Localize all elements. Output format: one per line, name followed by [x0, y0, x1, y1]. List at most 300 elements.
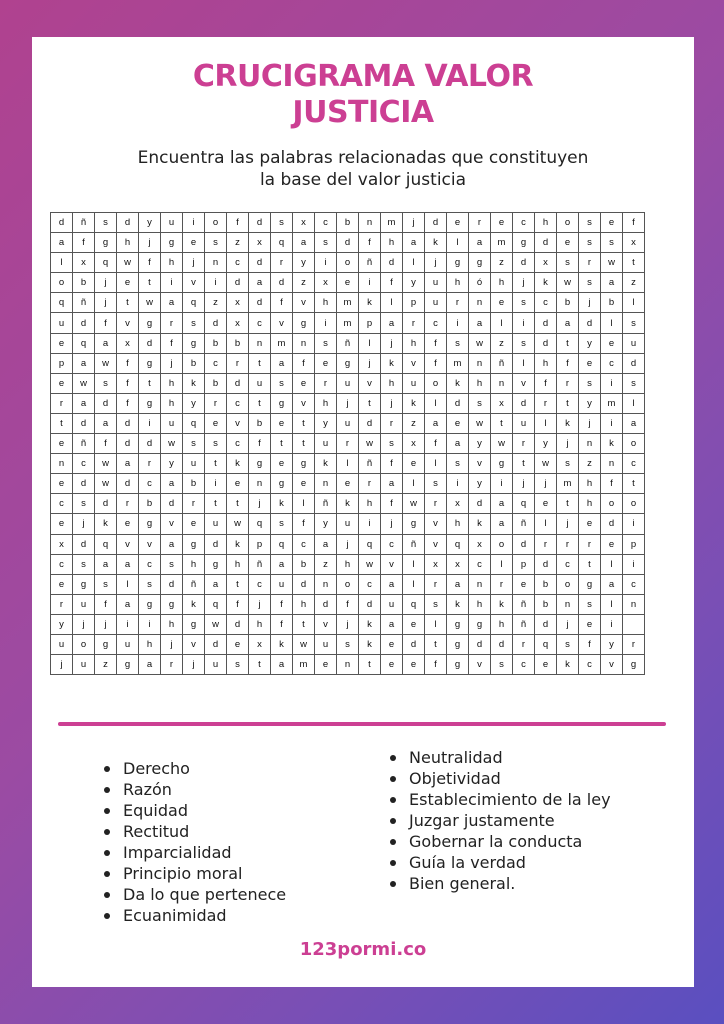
grid-cell: g — [249, 454, 271, 474]
grid-cell: f — [381, 454, 403, 474]
grid-cell: e — [315, 655, 337, 675]
grid-cell: h — [447, 514, 469, 534]
grid-cell: c — [249, 574, 271, 594]
grid-cell: h — [293, 594, 315, 614]
grid-cell: u — [51, 634, 73, 654]
grid-cell: j — [381, 514, 403, 534]
grid-cell: w — [469, 413, 491, 433]
grid-cell: f — [73, 233, 95, 253]
grid-cell: s — [557, 634, 579, 654]
word-search-grid — [50, 212, 645, 675]
grid-cell: d — [623, 353, 645, 373]
grid-cell: y — [139, 213, 161, 233]
grid-cell: h — [447, 273, 469, 293]
grid-row — [51, 273, 645, 293]
grid-cell: j — [579, 293, 601, 313]
grid-cell: q — [95, 534, 117, 554]
grid-cell: b — [293, 554, 315, 574]
grid-cell: e — [403, 655, 425, 675]
grid-cell: r — [227, 353, 249, 373]
grid-cell: ñ — [337, 333, 359, 353]
word-list-item: Imparcialidad — [104, 842, 286, 863]
grid-cell: b — [227, 333, 249, 353]
grid-cell: b — [73, 273, 95, 293]
grid-cell: v — [425, 514, 447, 534]
grid-cell: n — [249, 333, 271, 353]
grid-cell: ó — [469, 273, 491, 293]
grid-cell: q — [73, 333, 95, 353]
grid-cell: j — [381, 333, 403, 353]
grid-cell: v — [183, 634, 205, 654]
grid-cell: d — [249, 293, 271, 313]
grid-cell: q — [447, 534, 469, 554]
grid-cell: d — [425, 213, 447, 233]
grid-cell: g — [95, 233, 117, 253]
grid-cell: r — [579, 253, 601, 273]
grid-cell: n — [469, 353, 491, 373]
grid-row — [51, 253, 645, 273]
grid-cell: d — [139, 333, 161, 353]
grid-cell: p — [359, 313, 381, 333]
page-title — [32, 59, 694, 131]
grid-cell: w — [95, 474, 117, 494]
grid-cell: r — [513, 634, 535, 654]
grid-cell: ñ — [513, 614, 535, 634]
grid-cell: d — [271, 273, 293, 293]
grid-cell: x — [315, 273, 337, 293]
grid-cell: l — [359, 333, 381, 353]
grid-cell: o — [337, 253, 359, 273]
grid-cell: a — [51, 233, 73, 253]
grid-cell: g — [205, 554, 227, 574]
grid-cell: r — [315, 373, 337, 393]
grid-cell: q — [513, 494, 535, 514]
grid-cell: o — [623, 434, 645, 454]
grid-cell: y — [315, 413, 337, 433]
grid-cell: h — [139, 634, 161, 654]
grid-cell: g — [447, 634, 469, 654]
grid-cell: s — [183, 313, 205, 333]
grid-cell: d — [579, 313, 601, 333]
grid-cell: t — [271, 434, 293, 454]
grid-cell: w — [491, 434, 513, 454]
grid-cell: n — [557, 594, 579, 614]
grid-cell: e — [315, 353, 337, 373]
grid-cell: g — [183, 614, 205, 634]
grid-cell: e — [447, 413, 469, 433]
grid-cell: g — [139, 594, 161, 614]
grid-cell: l — [117, 574, 139, 594]
grid-cell: j — [161, 634, 183, 654]
grid-cell: t — [51, 413, 73, 433]
grid-cell: c — [469, 554, 491, 574]
grid-cell: c — [205, 353, 227, 373]
grid-cell: y — [469, 434, 491, 454]
grid-cell: m — [337, 313, 359, 333]
grid-cell: c — [139, 474, 161, 494]
grid-cell: o — [73, 634, 95, 654]
grid-cell: e — [183, 233, 205, 253]
grid-cell: h — [117, 233, 139, 253]
grid-cell: k — [381, 353, 403, 373]
grid-cell: w — [139, 293, 161, 313]
grid-cell: u — [249, 373, 271, 393]
grid-cell: d — [513, 393, 535, 413]
grid-row — [51, 474, 645, 494]
grid-cell: f — [425, 655, 447, 675]
grid-cell: ñ — [73, 213, 95, 233]
grid-cell: y — [161, 454, 183, 474]
instructions-line-2: la base del valor justicia — [259, 170, 467, 190]
grid-cell: l — [293, 494, 315, 514]
grid-row — [51, 313, 645, 333]
grid-cell: s — [271, 514, 293, 534]
grid-cell: l — [601, 554, 623, 574]
word-list-item: Ecuanimidad — [104, 905, 286, 926]
grid-cell: e — [491, 213, 513, 233]
grid-cell: n — [315, 474, 337, 494]
grid-cell: e — [337, 474, 359, 494]
grid-cell: i — [601, 413, 623, 433]
grid-cell: c — [513, 213, 535, 233]
grid-cell: x — [447, 554, 469, 574]
grid-cell: a — [447, 574, 469, 594]
word-list-item: Gobernar la conducta — [390, 831, 611, 852]
grid-cell: r — [403, 313, 425, 333]
grid-cell: w — [95, 353, 117, 373]
grid-cell: w — [359, 554, 381, 574]
grid-cell: r — [161, 655, 183, 675]
grid-cell: a — [469, 313, 491, 333]
grid-cell: r — [183, 494, 205, 514]
grid-cell: y — [579, 393, 601, 413]
grid-row — [51, 373, 645, 393]
grid-cell: s — [161, 554, 183, 574]
grid-cell: r — [579, 534, 601, 554]
grid-cell: a — [161, 534, 183, 554]
grid-cell: a — [139, 655, 161, 675]
grid-cell: e — [403, 614, 425, 634]
grid-cell: f — [271, 614, 293, 634]
grid-cell: z — [491, 253, 513, 273]
grid-cell: j — [73, 614, 95, 634]
grid-cell: b — [557, 293, 579, 313]
grid-cell: e — [535, 494, 557, 514]
grid-cell: l — [51, 253, 73, 273]
grid-cell: r — [491, 574, 513, 594]
grid-cell: s — [205, 434, 227, 454]
grid-cell: h — [161, 373, 183, 393]
grid-cell: x — [73, 253, 95, 273]
grid-cell: e — [117, 273, 139, 293]
grid-cell: a — [381, 474, 403, 494]
grid-cell: l — [447, 233, 469, 253]
grid-cell: i — [601, 373, 623, 393]
grid-cell: y — [469, 474, 491, 494]
grid-cell: b — [183, 353, 205, 373]
grid-cell: x — [535, 253, 557, 273]
grid-cell: k — [227, 454, 249, 474]
grid-cell: d — [535, 233, 557, 253]
grid-cell: ñ — [315, 494, 337, 514]
grid-row — [51, 614, 645, 634]
grid-cell: i — [447, 313, 469, 333]
grid-cell: u — [205, 514, 227, 534]
grid-row — [51, 554, 645, 574]
grid-cell: g — [623, 655, 645, 675]
grid-cell: n — [293, 333, 315, 353]
grid-cell: e — [601, 213, 623, 233]
grid-cell: d — [469, 634, 491, 654]
grid-cell: l — [601, 594, 623, 614]
grid-cell: h — [161, 393, 183, 413]
grid-cell: g — [513, 233, 535, 253]
grid-cell: r — [447, 293, 469, 313]
grid-cell: k — [337, 494, 359, 514]
grid-cell: u — [73, 594, 95, 614]
grid-cell: w — [601, 253, 623, 273]
grid-cell: s — [469, 393, 491, 413]
grid-cell: c — [293, 534, 315, 554]
grid-cell: s — [227, 655, 249, 675]
grid-cell: f — [557, 353, 579, 373]
grid-cell: d — [117, 213, 139, 233]
grid-cell: c — [623, 574, 645, 594]
grid-cell: a — [95, 554, 117, 574]
grid-cell: w — [161, 434, 183, 454]
grid-cell: z — [491, 333, 513, 353]
grid-cell: g — [161, 594, 183, 614]
grid-cell: d — [227, 614, 249, 634]
grid-cell: l — [381, 293, 403, 313]
grid-cell: i — [359, 514, 381, 534]
grid-cell: x — [249, 233, 271, 253]
grid-cell: b — [601, 293, 623, 313]
grid-cell: u — [425, 273, 447, 293]
grid-cell: d — [359, 594, 381, 614]
grid-cell: a — [557, 313, 579, 333]
grid-cell: d — [601, 514, 623, 534]
grid-cell: a — [73, 353, 95, 373]
grid-cell: h — [337, 554, 359, 574]
grid-cell: v — [513, 373, 535, 393]
grid-cell: d — [139, 434, 161, 454]
grid-cell: t — [623, 253, 645, 273]
grid-cell: g — [293, 454, 315, 474]
grid-cell: o — [623, 494, 645, 514]
grid-cell: c — [227, 253, 249, 273]
grid-cell: d — [469, 494, 491, 514]
grid-cell: x — [623, 233, 645, 253]
grid-cell: i — [359, 273, 381, 293]
grid-cell: z — [95, 655, 117, 675]
grid-cell: d — [95, 494, 117, 514]
grid-cell: j — [557, 614, 579, 634]
grid-cell: w — [73, 373, 95, 393]
grid-cell: c — [601, 353, 623, 373]
grid-cell: t — [425, 634, 447, 654]
grid-cell: c — [535, 293, 557, 313]
grid-cell: f — [293, 353, 315, 373]
grid-cell: v — [227, 413, 249, 433]
grid-cell: y — [315, 514, 337, 534]
grid-cell: f — [425, 434, 447, 454]
grid-cell: e — [51, 514, 73, 534]
grid-cell: j — [95, 273, 117, 293]
grid-cell: d — [535, 614, 557, 634]
grid-cell: a — [161, 293, 183, 313]
grid-cell: a — [491, 494, 513, 514]
grid-cell: v — [161, 514, 183, 534]
grid-cell: e — [447, 213, 469, 233]
grid-cell: u — [337, 373, 359, 393]
grid-cell: u — [271, 574, 293, 594]
grid-cell: d — [249, 213, 271, 233]
grid-cell: t — [227, 574, 249, 594]
grid-cell: d — [535, 313, 557, 333]
grid-cell: f — [425, 353, 447, 373]
grid-cell: s — [337, 634, 359, 654]
grid-cell: l — [535, 413, 557, 433]
grid-row — [51, 534, 645, 554]
grid-cell: u — [161, 413, 183, 433]
grid-cell: d — [447, 393, 469, 413]
grid-cell: c — [557, 554, 579, 574]
grid-cell: q — [271, 233, 293, 253]
grid-cell: ñ — [403, 534, 425, 554]
grid-cell: g — [293, 313, 315, 333]
grid-cell: j — [95, 293, 117, 313]
grid-cell: i — [447, 474, 469, 494]
grid-cell: f — [227, 213, 249, 233]
grid-cell: r — [117, 494, 139, 514]
grid-cell: a — [249, 273, 271, 293]
grid-cell: e — [51, 373, 73, 393]
grid-cell: l — [403, 253, 425, 273]
grid-cell: w — [117, 253, 139, 273]
grid-cell: c — [359, 574, 381, 594]
grid-row — [51, 494, 645, 514]
word-list-item: Bien general. — [390, 873, 611, 894]
grid-cell: d — [73, 413, 95, 433]
grid-cell: l — [491, 554, 513, 574]
grid-cell: s — [425, 474, 447, 494]
grid-cell: ñ — [183, 574, 205, 594]
grid-cell: i — [601, 614, 623, 634]
grid-cell: d — [73, 313, 95, 333]
grid-cell: s — [447, 333, 469, 353]
grid-cell: t — [227, 494, 249, 514]
grid-cell: h — [403, 333, 425, 353]
grid-cell: i — [161, 273, 183, 293]
grid-cell: s — [73, 554, 95, 574]
grid-cell: i — [623, 514, 645, 534]
grid-cell: u — [183, 454, 205, 474]
grid-cell: d — [117, 474, 139, 494]
grid-cell: s — [579, 213, 601, 233]
grid-cell: g — [73, 574, 95, 594]
grid-cell: i — [183, 213, 205, 233]
grid-cell: t — [579, 554, 601, 574]
word-list-item: Derecho — [104, 758, 286, 779]
grid-cell: h — [227, 554, 249, 574]
grid-cell: s — [381, 434, 403, 454]
grid-cell: ñ — [491, 353, 513, 373]
grid-cell: k — [535, 273, 557, 293]
grid-cell: g — [139, 514, 161, 534]
grid-cell: s — [95, 373, 117, 393]
grid-cell: t — [293, 434, 315, 454]
grid-cell: u — [315, 434, 337, 454]
grid-cell: r — [51, 393, 73, 413]
grid-cell: j — [557, 514, 579, 534]
grid-cell: i — [139, 413, 161, 433]
grid-cell: t — [249, 353, 271, 373]
grid-cell: f — [95, 313, 117, 333]
grid-cell: d — [403, 634, 425, 654]
grid-cell: v — [117, 313, 139, 333]
grid-cell: k — [425, 233, 447, 253]
grid-cell: f — [139, 253, 161, 273]
grid-cell: v — [381, 554, 403, 574]
grid-cell: v — [403, 353, 425, 373]
grid-cell: s — [271, 213, 293, 233]
grid-cell: d — [535, 554, 557, 574]
grid-cell: f — [95, 594, 117, 614]
grid-cell: o — [337, 574, 359, 594]
grid-cell: d — [359, 413, 381, 433]
grid-cell: r — [557, 534, 579, 554]
grid-cell: i — [315, 313, 337, 333]
grid-cell: c — [51, 554, 73, 574]
grid-cell: q — [183, 293, 205, 313]
word-list-item: Da lo que pertenece — [104, 884, 286, 905]
grid-cell: r — [337, 434, 359, 454]
grid-cell: s — [513, 293, 535, 313]
grid-cell: k — [557, 655, 579, 675]
grid-cell: h — [161, 614, 183, 634]
grid-cell: e — [579, 614, 601, 634]
site-footer: 123pormi.co — [299, 939, 427, 960]
grid-cell: w — [227, 514, 249, 534]
grid-cell: o — [491, 534, 513, 554]
grid-cell: b — [535, 594, 557, 614]
grid-cell: ñ — [513, 514, 535, 534]
word-list-item: Establecimiento de la ley — [390, 789, 611, 810]
grid-cell: s — [139, 574, 161, 594]
grid-cell: f — [623, 213, 645, 233]
grid-cell: u — [623, 333, 645, 353]
grid-cell: t — [139, 273, 161, 293]
grid-cell: v — [293, 393, 315, 413]
grid-cell: a — [205, 574, 227, 594]
grid-cell: e — [381, 655, 403, 675]
grid-cell: s — [425, 594, 447, 614]
word-list-item: Guía la verdad — [390, 852, 611, 873]
grid-cell: r — [139, 454, 161, 474]
grid-cell: n — [205, 253, 227, 273]
grid-cell: h — [381, 233, 403, 253]
grid-cell: e — [227, 474, 249, 494]
grid-cell: ñ — [359, 253, 381, 273]
word-list-item: Razón — [104, 779, 286, 800]
grid-row — [51, 393, 645, 413]
grid-cell: t — [557, 494, 579, 514]
grid-cell: x — [403, 434, 425, 454]
grid-cell: s — [579, 594, 601, 614]
grid-cell: v — [139, 534, 161, 554]
grid-cell: d — [249, 253, 271, 273]
